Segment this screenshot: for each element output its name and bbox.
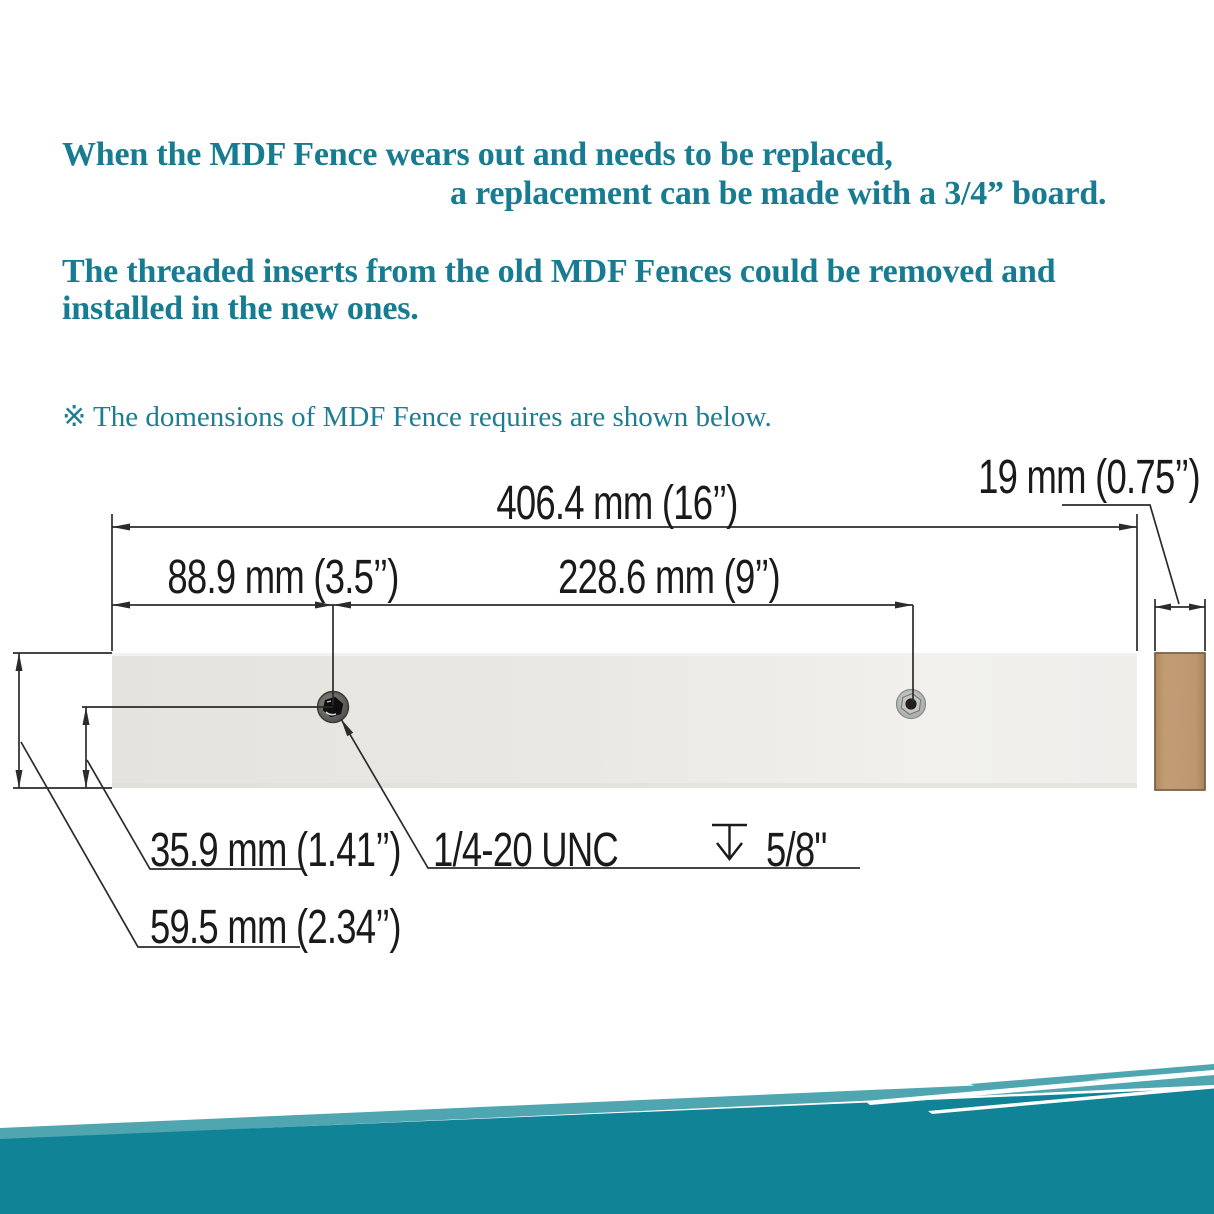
mdf-end-view-board: [1155, 653, 1205, 790]
intro-line-1: When the MDF Fence wears out and needs to be replaced,: [62, 136, 893, 173]
thread-depth-label: 5/8": [766, 824, 827, 877]
intro-line-4: installed in the new ones.: [62, 290, 419, 327]
dim-label-thickness: 19 mm (0.75’’): [978, 451, 1200, 504]
dimensions-note: ※ The domensions of MDF Fence requires are shown below.: [62, 401, 772, 433]
dim-label-total-length: 406.4 mm (16’’): [496, 477, 738, 530]
thread-spec-label: 1/4-20 UNC: [433, 824, 619, 877]
dim-label-insert-height: 35.9 mm (1.41’’): [150, 824, 401, 877]
dim-label-board-height: 59.5 mm (2.34’’): [150, 901, 401, 954]
dim-label-insert-offset: 88.9 mm (3.5’’): [167, 551, 399, 604]
intro-line-3: The threaded inserts from the old MDF Fences could be removed and: [62, 253, 1056, 290]
depth-symbol-icon: [712, 825, 747, 859]
intro-line-2: a replacement can be made with a 3/4” board.: [450, 175, 1107, 212]
bottom-wave-decoration: [0, 1064, 1214, 1214]
mdf-fence-board: [112, 653, 1137, 788]
threaded-insert-right: [897, 690, 926, 719]
dim-label-insert-spacing: 228.6 mm (9’’): [558, 551, 780, 604]
